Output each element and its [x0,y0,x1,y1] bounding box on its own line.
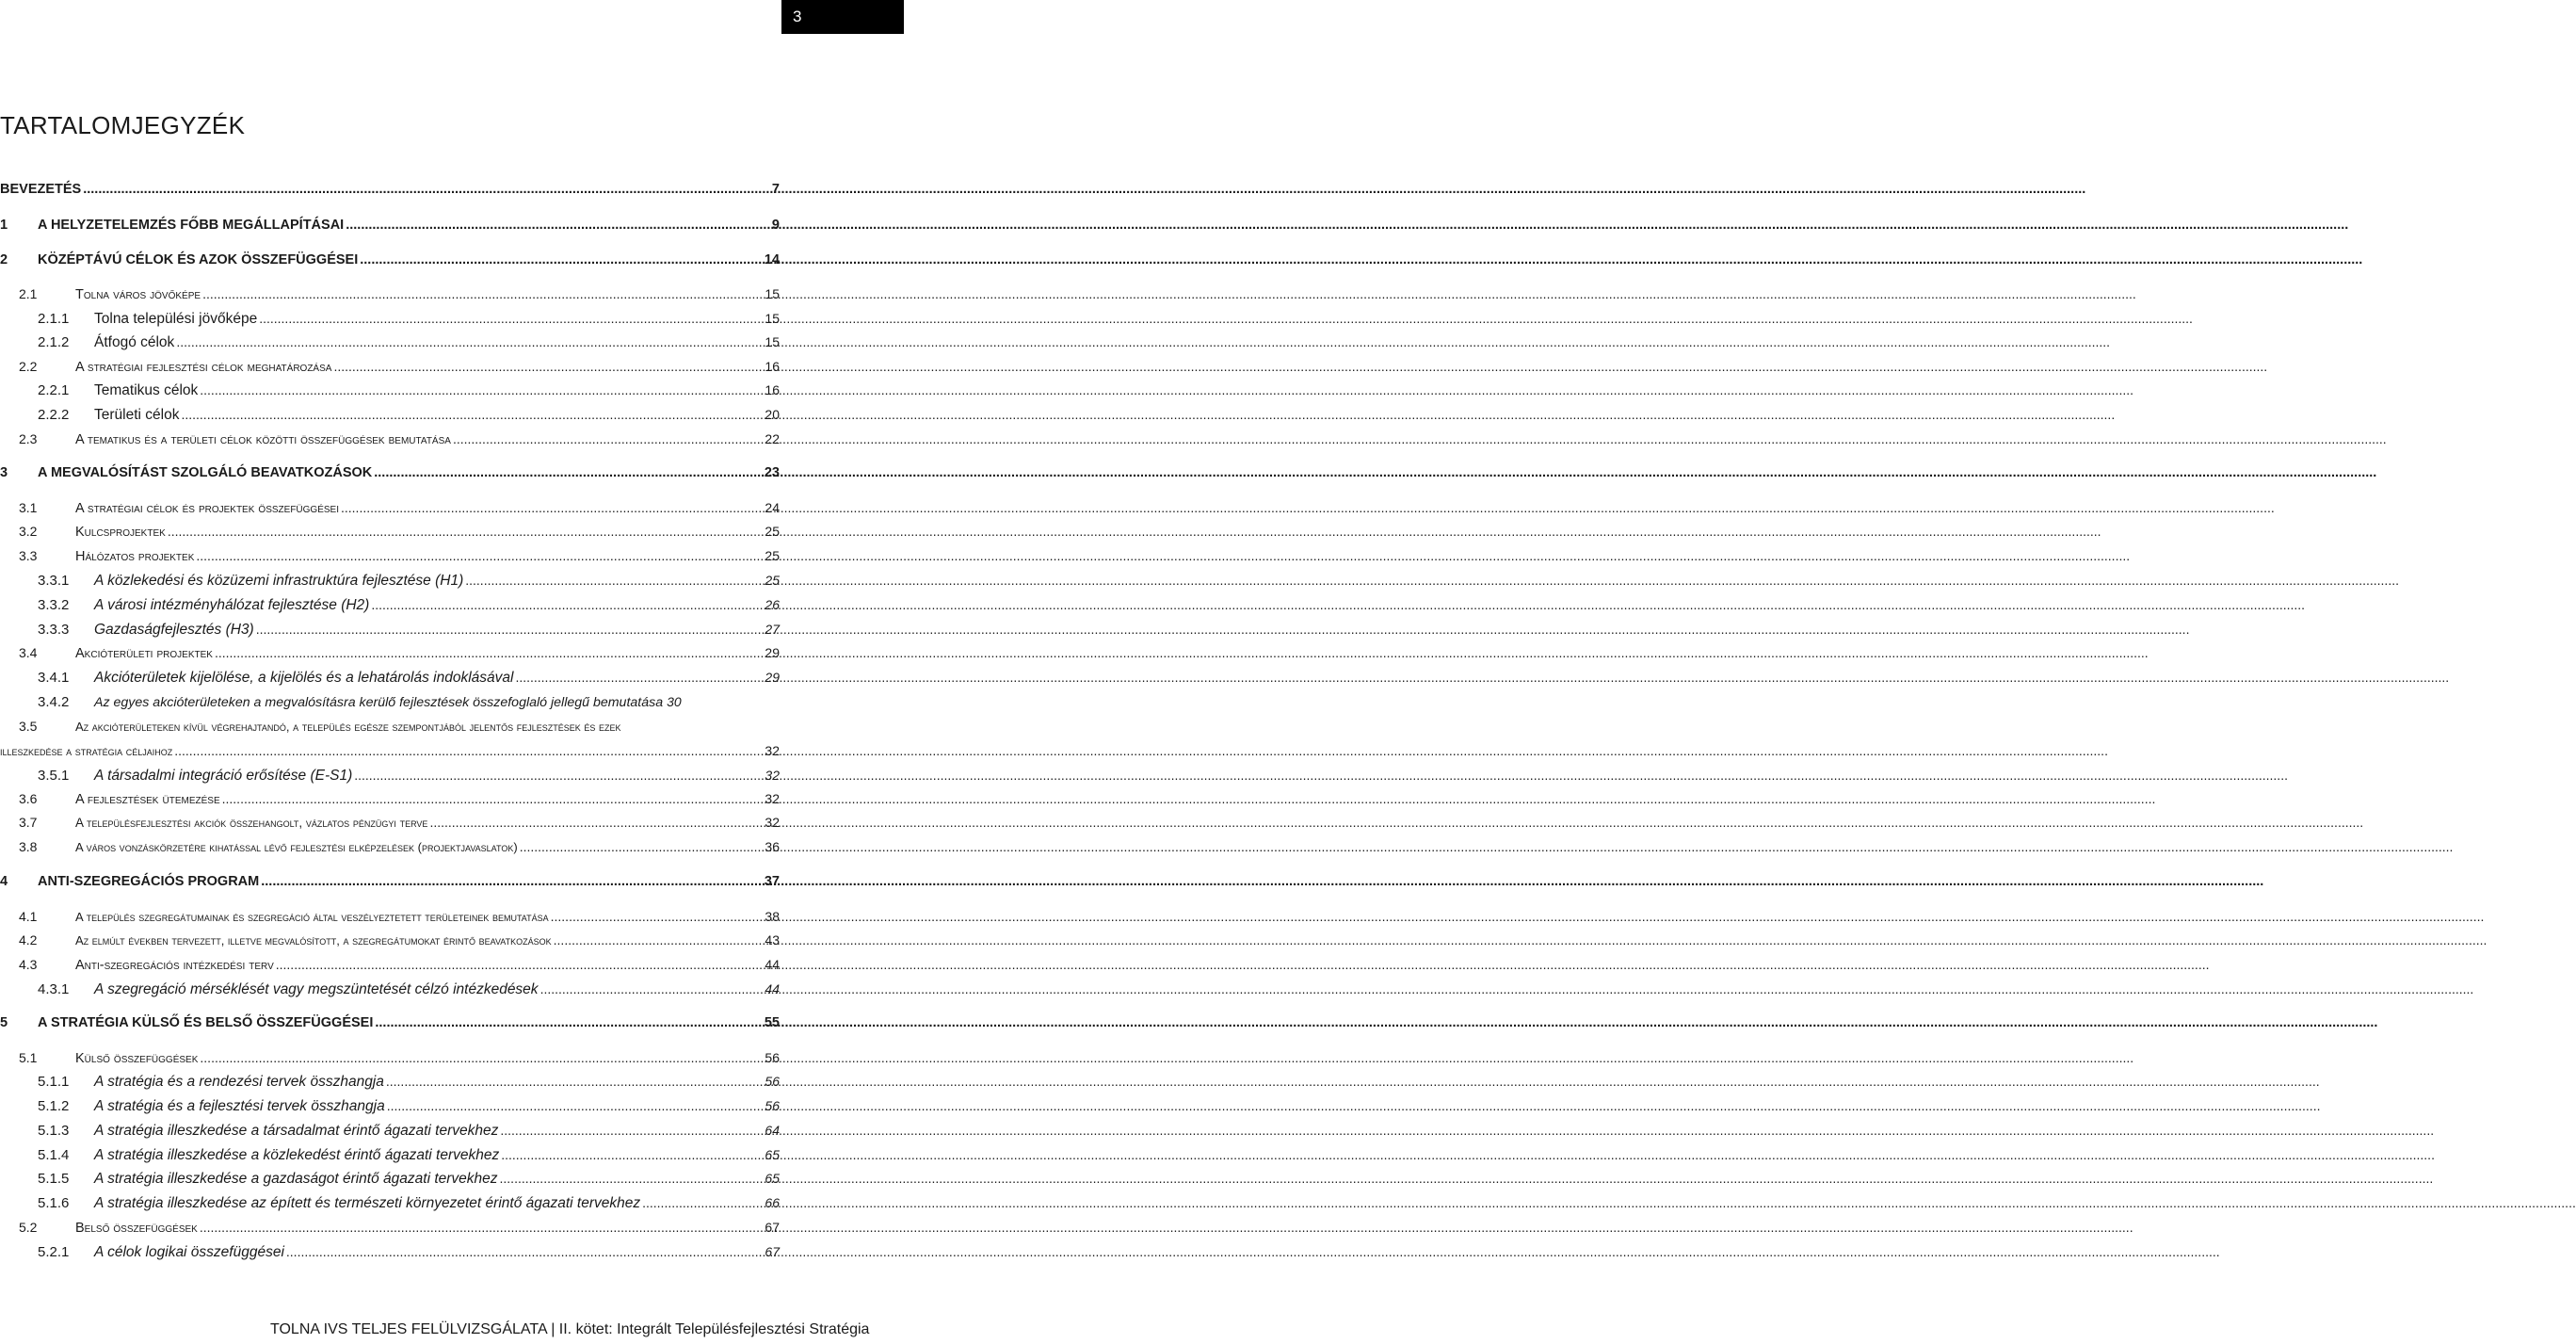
toc-entry-3-4[interactable] [0,645,780,666]
toc-entry-number: 2.2.2 [38,407,70,423]
toc-entry-5-2[interactable] [0,1220,780,1240]
toc-entry-5-1-1[interactable] [0,1074,780,1094]
toc-entry-number: 5.1.6 [38,1195,70,1211]
toc-leader-dots [286,1244,764,1259]
toc-leader-dots [222,791,764,806]
toc-entry-page: 43 [765,932,780,947]
toc-entry-number: 3.5.1 [38,768,70,784]
toc-entry-page: 32 [765,815,780,830]
toc-leader-dots [429,815,763,830]
toc-entry-label: A fejlesztések ütemezése [75,792,220,807]
toc-leader-dots [259,311,763,326]
toc-entry-label: A HELYZETELEMZÉS FŐBB MEGÁLLAPÍTÁSAI [38,218,345,233]
toc-leader-dots [465,573,763,588]
toc-entry-2-1[interactable] [0,286,780,307]
toc-entry-label: A stratégia és a rendezési tervek összhangja [94,1074,384,1090]
toc-entry-label: A közlekedési és közüzemi infrastruktúra fejlesztése (H1) [94,573,464,589]
toc-entry-5-1-5[interactable] [0,1171,780,1191]
toc-entry-label: A szegregáció mérséklését vagy megszüntetését célzó intézkedések [94,981,539,997]
toc-entry-3-3-1[interactable] [0,573,780,593]
toc-entry-page: 29 [765,645,780,660]
toc-entry-label: Belső összefüggések [75,1221,198,1236]
toc-entry-number: 3.4.2 [38,694,70,710]
toc-entry-number: 5.1.5 [38,1171,70,1187]
toc-entry-number: 3.8 [19,839,38,854]
toc-entry-label: A település szegregátumainak és szegregáció által veszélyeztetett területeinek bemutatása [75,910,549,924]
toc-leader-dots [202,286,763,301]
toc-entry-3[interactable] [0,465,780,486]
toc-entry-number: 3.3.2 [38,597,70,613]
toc-leader-dots [501,1147,763,1162]
toc-entry-number: 3.3.1 [38,573,70,589]
toc-leader-dots [387,1098,764,1113]
toc-entry-3-3-3[interactable] [0,622,780,642]
toc-entry-4[interactable] [0,874,780,895]
toc-entry-label: Tolna város jövőképe [75,287,201,302]
toc-entry-number: 5 [0,1015,8,1030]
toc-leader-dots [341,500,763,515]
toc-entry-3-6[interactable] [0,791,780,812]
toc-entry-number: 2.1.1 [38,311,70,327]
toc-entry-page: 14 [764,252,780,267]
toc-entry-number: 5.1.4 [38,1147,70,1163]
toc-entry-5-1-4[interactable] [0,1147,780,1168]
toc-leader-dots [200,1220,764,1235]
toc-entry-2-2-2[interactable] [0,407,780,428]
toc-entry-number: 1 [0,218,8,233]
toc-leader-dots [500,1171,764,1186]
toc-entry-label-continued: illeszkedése a stratégia céljaihoz [0,744,173,758]
toc-entry-label: Külső összefüggések [75,1051,199,1066]
toc-leader-dots [181,407,763,422]
toc-entry-label: A tematikus és a területi célok közötti összefüggések bemutatása [75,432,451,447]
toc-entry-number: 2.3 [19,431,38,446]
toc-leader-dots [174,743,763,758]
toc-entry-page: 32 [765,768,780,783]
toc-entry-label: A város vonzáskörzetére kihatással lévő fejlesztési elképzelések (projektjavaslatok) [75,840,518,854]
toc-leader-dots [515,670,763,685]
toc-entry-page: 15 [765,311,780,326]
toc-entry-number: 5.1.1 [38,1074,70,1090]
toc-entry-bevezetes[interactable] [0,182,780,202]
toc-entry-page: 32 [765,791,780,806]
toc-entry-number: 5.2 [19,1220,38,1235]
toc-leader-dots [375,1015,762,1030]
toc-entry-label: Az egyes akcióterületeken a megvalósításra kerülő fejlesztések összefoglaló jellegű bemutatása [94,695,664,710]
toc-entry-number: 5.1.3 [38,1123,70,1139]
toc-leader-dots [200,1050,763,1065]
toc-entry-number: 4 [0,874,8,889]
toc-leader-dots [261,874,763,889]
toc-entry-page: 25 [765,548,780,563]
toc-entry-page: 38 [765,909,780,924]
toc-entry-5-1-2[interactable] [0,1098,780,1119]
toc-entry-2-2-1[interactable] [0,382,780,403]
toc-leader-dots [540,981,764,996]
toc-entry-5-1-6[interactable] [0,1195,780,1216]
toc-leader-dots [500,1123,763,1138]
toc-entry-label: A stratégia illeszkedése a közlekedést érintő ágazati tervekhez [94,1147,500,1163]
toc-entry-4-1[interactable] [0,909,780,930]
toc-entry-page: 26 [765,597,780,612]
toc-entry-number: 4.1 [19,909,38,924]
toc-leader-dots [554,932,764,947]
toc-entry-page: 25 [765,573,780,588]
toc-entry-number: 3.7 [19,815,38,830]
toc-entry-label: A MEGVALÓSÍTÁST SZOLGÁLÓ BEAVATKOZÁSOK [38,465,373,480]
toc-entry-3-5-continued[interactable] [0,743,780,764]
toc-entry-number: 5.1 [19,1050,38,1065]
toc-entry-page: 64 [765,1123,780,1138]
toc-leader-dots [333,359,763,374]
toc-entry-3-3-2[interactable] [0,597,780,618]
toc-entry-page: 65 [765,1147,780,1162]
toc-entry-label: A célok logikai összefüggései [94,1244,284,1260]
toc-entry-number: 3.4 [19,645,38,660]
toc-entry-number: 3.5 [19,719,38,734]
toc-entry-page: 15 [765,286,780,301]
toc-entry-label: Kulcsprojektek [75,525,166,540]
page-footer: TOLNA IVS TELJES FELÜLVIZSGÁLATA | II. kötet: Integrált Településfejlesztési Stratégia [270,1321,870,1337]
toc-entry-number: 3.2 [19,524,38,539]
toc-entry-label: Akcióterületek kijelölése, a kijelölés és a lehatárolás indoklásával [94,670,514,686]
toc-leader-dots [256,622,764,637]
toc-entry-label: A stratégiai fejlesztési célok meghatározása [75,360,332,375]
toc-entry-3-5-1[interactable] [0,768,780,788]
toc-entry-page: 20 [765,407,780,422]
toc-entry-5[interactable] [0,1015,780,1036]
toc-entry-page: 36 [765,839,780,854]
toc-leader-dots [215,645,763,660]
toc-leader-dots [346,218,770,233]
toc-entry-page: 16 [765,359,780,374]
toc-entry-label: Az elmúlt években tervezett, illetve megvalósított, a szegregátumokat érintő beavatkozások [75,933,552,947]
toc-entry-page: 30 [667,694,682,709]
toc-entry-page: 15 [765,334,780,349]
toc-entry-3-1[interactable] [0,500,780,521]
toc-leader-dots [354,768,763,783]
toc-entry-3-7[interactable] [0,815,780,835]
toc-entry-number: 3.6 [19,791,38,806]
toc-entry-5-1[interactable] [0,1050,780,1071]
toc-entry-4-3[interactable] [0,957,780,978]
toc-entry-page: 66 [765,1195,780,1210]
toc-entry-number: 2 [0,252,8,267]
toc-entry-3-4-2[interactable] [0,694,780,715]
toc-entry-label: Területi célok [94,407,180,423]
toc-entry-3-3[interactable] [0,548,780,569]
toc-leader-dots [374,465,763,480]
toc-entry-number: 3.3 [19,548,38,563]
toc-leader-dots [453,431,763,446]
toc-entry-2[interactable] [0,252,780,273]
toc-entry-number: 5.2.1 [38,1244,70,1260]
toc-entry-label: A stratégia illeszkedése a társadalmat érintő ágazati tervekhez [94,1123,499,1139]
toc-entry-label: A városi intézményhálózat fejlesztése (H2) [94,597,370,613]
toc-leader-dots [83,182,770,197]
toc-entry-1[interactable] [0,218,780,238]
toc-leader-dots [551,909,764,924]
toc-entry-number: 3.3.3 [38,622,70,638]
toc-entry-5-1-3[interactable] [0,1123,780,1143]
toc-leader-dots [196,548,763,563]
toc-entry-number: 3 [0,465,8,480]
toc-entry-label: A településfejlesztési akciók összehangolt, vázlatos pénzügyi terve [75,816,428,830]
toc-entry-label: A stratégia és a fejlesztési tervek összhangja [94,1098,385,1114]
toc-entry-page: 67 [765,1220,780,1235]
toc-entry-3-2[interactable] [0,524,780,544]
toc-entry-page: 16 [765,382,780,397]
toc-entry-label: A STRATÉGIA KÜLSŐ ÉS BELSŐ ÖSSZEFÜGGÉSEI [38,1015,374,1030]
toc-entry-label: A társadalmi integráció erősítése (E-S1) [94,768,353,784]
toc-entry-page: 55 [764,1015,780,1030]
toc-entry-label: BEVEZETÉS [0,182,82,197]
toc-entry-number: 2.1 [19,286,38,301]
toc-entry-page: 32 [765,743,780,758]
toc-entry-page: 56 [765,1098,780,1113]
toc-entry-number: 2.2 [19,359,38,374]
toc-entry-label: KÖZÉPTÁVÚ CÉLOK ÉS AZOK ÖSSZEFÜGGÉSEI [38,252,359,267]
toc-entry-3-8[interactable] [0,839,780,860]
toc-entry-number: 2.1.2 [38,334,70,350]
toc-entry-number: 4.3 [19,957,38,972]
toc-entry-3-5[interactable] [0,719,780,739]
toc-entry-page: 22 [765,431,780,446]
toc-entry-label: Anti-szegregációs intézkedési terv [75,958,274,973]
toc-leader-dots [168,524,764,539]
toc-entry-3-4-1[interactable] [0,670,780,690]
toc-entry-2-1-2[interactable] [0,334,780,355]
toc-entry-label: Tematikus célok [94,382,199,398]
toc-entry-label: A stratégia illeszkedése a gazdaságot érintő ágazati tervekhez [94,1171,498,1187]
toc-entry-page: 56 [765,1074,780,1089]
toc-entry-page: 44 [765,981,780,996]
toc-entry-5-2-1[interactable] [0,1244,780,1265]
toc-leader-dots [360,252,763,267]
toc-entry-label: Akcióterületi projektek [75,646,213,661]
toc-entry-label: Az akcióterületeken kívül végrehajtandó, a település egésze szempontjából jelentős fejlesztések és ezek [75,720,621,734]
toc-entry-label: A stratégia illeszkedése az épített és természeti környezetet érintő ágazati tervekhez [94,1195,641,1211]
toc-entry-page: 23 [764,465,780,480]
toc-entry-number: 2.2.1 [38,382,70,398]
toc-entry-4-2[interactable] [0,932,780,953]
toc-entry-page: 56 [765,1050,780,1065]
toc-entry-label: Átfogó célok [94,334,175,350]
toc-entry-page: 37 [764,874,780,889]
toc-leader-dots [200,382,763,397]
toc-entry-page: 27 [765,622,780,637]
toc-entry-number: 4.2 [19,932,38,947]
toc-entry-page: 24 [765,500,780,515]
toc-entry-number: 4.3.1 [38,981,70,997]
toc-leader-dots [386,1074,764,1089]
toc-leader-dots [520,839,764,854]
page-title: TARTALOMJEGYZÉK [0,111,246,139]
toc-entry-2-3[interactable] [0,431,780,452]
table-of-contents [0,0,904,1344]
toc-leader-dots [642,1195,763,1210]
toc-entry-page: 9 [771,218,780,233]
toc-entry-label: Tolna települési jövőképe [94,311,258,327]
toc-entry-page: 25 [765,524,780,539]
toc-entry-number: 3.4.1 [38,670,70,686]
toc-leader-dots [371,597,763,612]
toc-leader-dots [176,334,763,349]
toc-entry-label: Hálózatos projektek [75,549,195,564]
toc-entry-4-3-1[interactable] [0,981,780,1002]
toc-entry-2-1-1[interactable] [0,311,780,332]
toc-leader-dots [276,957,764,972]
toc-entry-number: 3.1 [19,500,38,515]
toc-entry-2-2[interactable] [0,359,780,380]
toc-entry-page: 65 [765,1171,780,1186]
toc-entry-page: 67 [765,1244,780,1259]
page-number-badge: 3 [781,0,904,34]
toc-entry-number: 5.1.2 [38,1098,70,1114]
toc-entry-label: ANTI-SZEGREGÁCIÓS PROGRAM [38,874,260,889]
toc-entry-page: 29 [765,670,780,685]
toc-entry-label: A stratégiai célok és projektek összefüggései [75,501,339,516]
toc-entry-page: 7 [771,182,780,197]
toc-entry-label: Gazdaságfejlesztés (H3) [94,622,254,638]
toc-entry-page: 44 [765,957,780,972]
